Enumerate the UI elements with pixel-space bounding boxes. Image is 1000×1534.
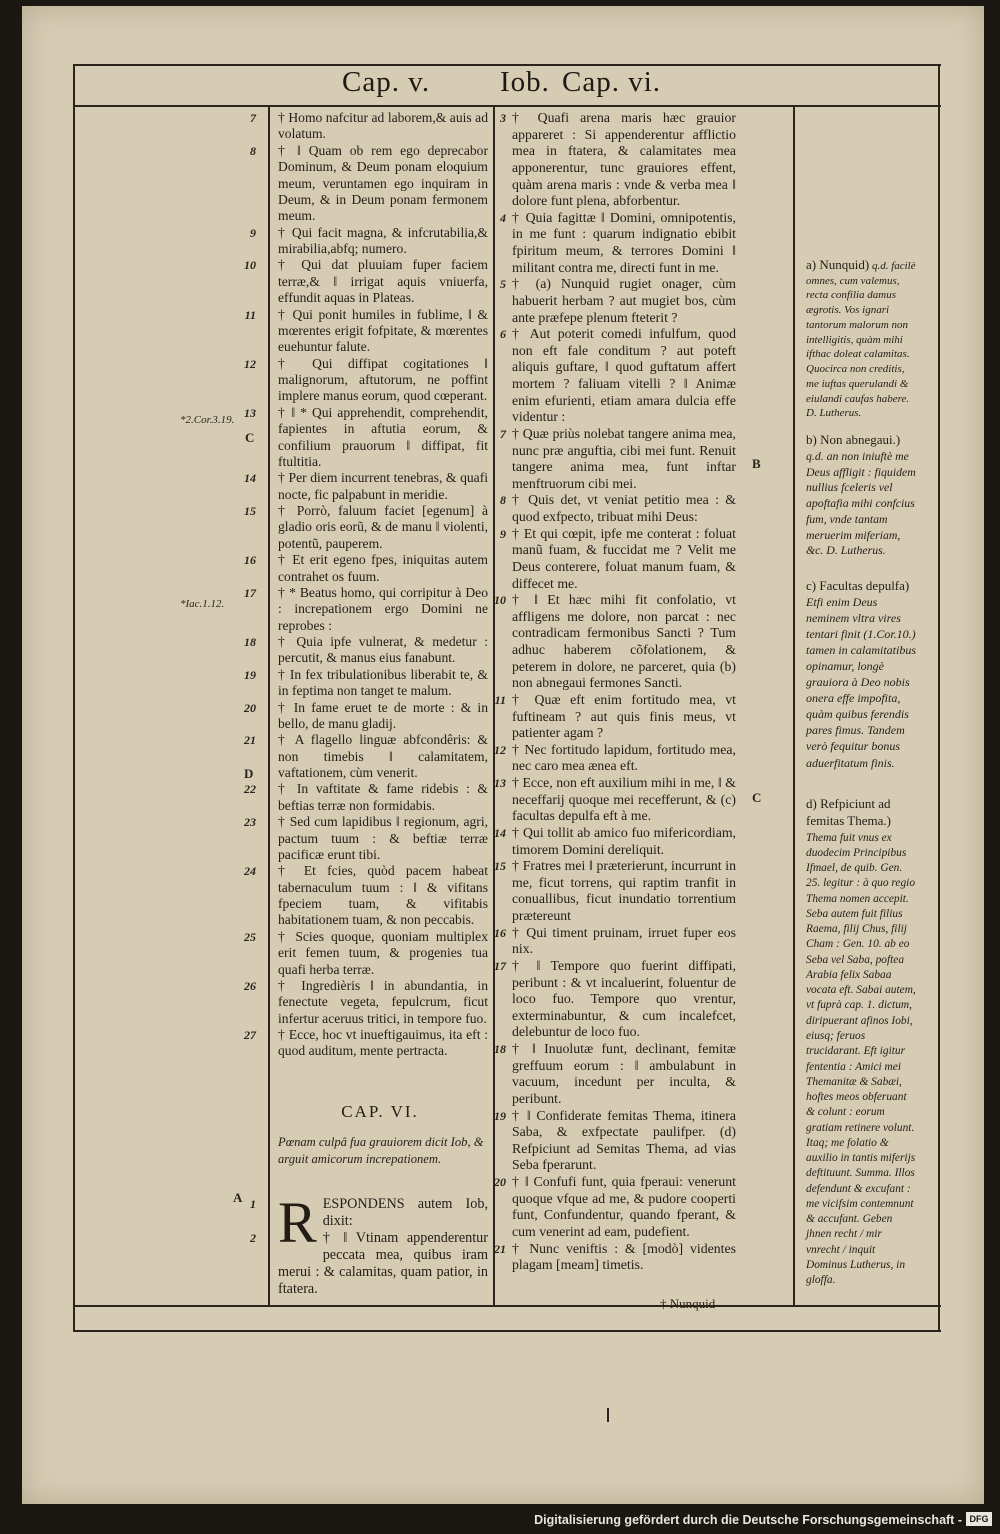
verse — [244, 781, 488, 814]
note-text: Etfi enim Deus neminem vltra vires tentari finit (1.Cor.10.) tamen in calamitatibus opinamur, longè grauiora à Deo nobis onera effe impofita, quàm quibus ferendis pares fimus. Tandem verò fequitur bonus aduerfitatum finis. — [806, 595, 916, 770]
note-b — [806, 432, 916, 559]
verse-text: † Qui tollit ab amico fuo mifericordiam, timorem Domini dereliquit. — [512, 824, 736, 857]
verse-text: † In fame eruet te de morte : & in bello, de manu gladij. — [278, 699, 488, 731]
verse-number: 14 — [494, 825, 506, 840]
verse-text: † Sed cum lapidibus ‖ regionum, agri, pactum tuum : & beftiæ terræ pacificæ erunt tibi. — [278, 814, 488, 862]
chapter-opening — [250, 1190, 488, 1299]
header-left: Cap. v. — [342, 66, 431, 98]
verse — [244, 699, 488, 733]
verse-text: † Aut poterit comedi infulfum, quod non eft fale conditum ? aut poteft aliquis guftare, ‖ quod guftatum affert mortem ? faliuam vitelli ? ‖ Animæ enim efurienti, etiam amara dulcia effe videntur : — [512, 326, 736, 425]
verse-text: † Et qui cœpit, ipfe me conterat : foluat manũ fuam, & fuccidat me ? Velit me Deus conterere, foluat manum fuam, & diffecet me. — [512, 525, 736, 591]
header-center: Iob. — [500, 66, 550, 98]
chapter-summary: Pœnam culpâ fua grauiorem dicit Iob, & arguit amicorum increpationem. — [278, 1135, 484, 1166]
verse-number: 6 — [500, 327, 506, 342]
verse-number: 7 — [250, 111, 256, 125]
verse-text: † ‖ Quam ob rem ego deprecabor Dominum, & Deum ponam eloquium meum, veruntamen ego inquiram in Deum, & in Deum ponam fermonem meum. — [278, 142, 488, 224]
verse-text: † Per diem incurrent tenebras, & quafi nocte, fic palpabunt in meridie. — [278, 470, 488, 502]
verse-text: † Ecce, non eft auxilium mihi in me, ‖ & neceffarij quoque mei recefferunt, & (c) facultas depulfa eft à me. — [512, 775, 736, 824]
column-rule-right — [793, 106, 795, 1306]
verse-text: † Qui diffipat cogitationes ‖ malignorum, aftutorum, ne poffint implere manus eorum, quod cœperant. — [278, 355, 488, 404]
verse-number: 8 — [500, 493, 506, 508]
verse-text: † Quia ipfe vulnerat, & medetur : percutit, & manus eius fanabunt. — [278, 634, 488, 666]
verse-number: 25 — [244, 929, 256, 944]
verse-text: † ‖ Et hæc mihi fit confolatio, vt affligens me dolore, non parcat : nec contradicam fermonibus Sancti ? Tum adhuc haberem cõfolationem, & peterem in dolore, ne parceret, quia (b) non abnegaui fermones Sancti. — [512, 592, 736, 691]
note-label: a) Nunquid) — [806, 257, 870, 272]
verse — [494, 957, 736, 1041]
verse-text: ESPONDENS autem Iob, dixit: — [322, 1196, 488, 1230]
verse-number: 9 — [500, 526, 506, 541]
verse — [494, 1107, 736, 1175]
verse-number: 13 — [494, 776, 506, 790]
verse — [244, 732, 488, 781]
note-text: q.d. facilè omnes, cum valemus, recta confilia damus ægrotis. Vos ignari tantorum malorum non intelligitis, quàm mihi ifthac doleat calamitas. Quocirca non creditis, me iuftas querulandi & eiulandi caufas habere. D. Lutherus. — [806, 260, 916, 420]
header-rule — [73, 105, 941, 107]
verse-number: 18 — [494, 1042, 506, 1056]
verse-text: † Quæ eft enim fortitudo mea, vt fuftineam ? aut quis finis meus, vt patienter agam ? — [512, 691, 736, 741]
bottom-rule-2 — [73, 1330, 941, 1332]
verse — [244, 928, 488, 978]
margin-letter: D — [244, 766, 254, 781]
verse-number: 11 — [244, 307, 256, 322]
verse-number: 12 — [494, 742, 506, 757]
verse-text: † Nunc veniftis : & [modò] videntes plagam [meam] timetis. — [512, 1240, 736, 1273]
verse-number: 4 — [500, 210, 506, 225]
verse-text: † A flagello linguæ abfcondêris: & non timebis ‖ calamitatem, vaftationem, cùm venerit. — [278, 732, 488, 780]
note-label: c) Facultas depulfa) — [806, 578, 910, 593]
verse — [494, 592, 736, 692]
note-d — [806, 796, 916, 1289]
verse — [494, 691, 736, 742]
margin-letter: A — [233, 1190, 243, 1205]
margin-letter: C — [752, 790, 762, 805]
note-a — [806, 258, 916, 421]
verse — [244, 814, 488, 863]
verse-number: 23 — [244, 815, 256, 830]
verse — [244, 355, 488, 405]
page-mark — [607, 1408, 609, 1422]
verse-text: † Homo nafcitur ad laborem,& auis ad volatum. — [278, 110, 488, 142]
verse-number: 15 — [494, 859, 506, 874]
verse — [500, 110, 736, 210]
middle-column-text — [494, 110, 736, 1274]
verse-text: † ‖ Tempore quo fuerint diffipati, peribunt : & vt incaluerint, foluentur de loco fuo. Tempore quo vrentur, exterminabuntur, & cum incalefcet, delebuntur de loco fuo. — [512, 957, 736, 1040]
verse-number: 22 — [244, 782, 256, 797]
verse-text: † Et fcies, quòd pacem habeat tabernaculum tuum : ‖ & vifitans fpeciem tuam, & vifitabis habitationem tuam, & non peccabis. — [278, 863, 488, 928]
verse — [244, 584, 488, 634]
verse-text: † In vaftitate & fame ridebis : & beftias terræ non formidabis. — [278, 781, 488, 813]
verse-number: 10 — [244, 258, 256, 273]
catchword: † Nunquid — [660, 1296, 716, 1311]
verse — [250, 1190, 488, 1255]
verse-text: † (a) Nunquid rugiet onager, cùm habuerit herbam ? aut mugiet bos, cùm ante præfepe plenum fteterit ? — [512, 276, 736, 325]
verse-number: 7 — [500, 426, 506, 441]
verse-number: 17 — [244, 585, 256, 600]
verse-text: † Quæ priùs nolebat tangere anima mea, nunc præ anguftia, cibi mei funt. Renuit tangere anima mea, funt inftar menftruorum cibi mei. — [512, 425, 736, 491]
verse-number: 14 — [244, 471, 256, 486]
verse — [500, 209, 736, 277]
verse — [244, 666, 488, 700]
verse — [244, 503, 488, 552]
verse-text: † Qui timent pruinam, irruet fuper eos nix. — [512, 924, 736, 957]
verse-number: 17 — [494, 958, 506, 973]
dfg-logo: DFG — [966, 1512, 992, 1526]
verse-number: 16 — [494, 925, 506, 940]
verse-text: † Quis det, vt veniat petitio mea : & quod exfpecto, tribuat mihi Deus: — [512, 492, 736, 524]
verse-number: 5 — [500, 277, 506, 292]
verse — [500, 425, 736, 493]
verse-number: 12 — [244, 356, 256, 371]
verse-number: 1 — [250, 1197, 256, 1211]
funding-credit: Digitalisierung gefördert durch die Deutsche Forschungsgemeinschaft - — [534, 1513, 962, 1527]
verse — [250, 1230, 488, 1298]
verse-text: † Qui dat pluuiam fuper faciem terræ,& ‖ irrigat aquis vniuerfa, effundit aquas in Plateas. — [278, 257, 488, 306]
verse-text: † Ingredièris ‖ in abundantia, in fenectute vegeta, fepulcrum, ficut infertur aceruus tritici, in tempore fuo. — [278, 977, 488, 1026]
verse-text: † ‖ Inuolutæ funt, declinant, femitæ greffuum eorum : ‖ ambulabunt in vacuum, incedunt per inculta, & peribunt. — [512, 1041, 736, 1106]
verse-text: † Quia fagittæ ‖ Domini, omnipotentis, in me funt : quarum indignatio ebibit fpiritum meum, & terrores Domini ‖ militant contra me, directi funt in me. — [512, 209, 736, 275]
right-frame-line — [938, 64, 940, 1332]
verse-text: † Qui facit magna, & infcrutabilia,& mirabilia,abfq; numero. — [278, 224, 488, 256]
verse-text: † In fex tribulationibus liberabit te, & in feptima non tanget te malum. — [278, 666, 488, 699]
verse-text: † ‖ Vtinam appenderentur peccata mea, quibus iram merui : & calamitas, quam patior, in ftatera. — [278, 1230, 488, 1298]
verse-text: † Qui ponit humiles in fublime, ‖ & mœrentes erigit fofpitate, & mœrentes euehuntur falute. — [278, 306, 488, 355]
verse-number: 11 — [494, 692, 506, 707]
verse-text: † ‖ Confufi funt, quia fperaui: venerunt quoque vfque ad me, & pudore cooperti funt, Confundentur, quando fperant, & cum venerint ad eam, pudefient. — [512, 1174, 736, 1239]
verse-text: † Et erit egeno fpes, iniquitas autem contrahet os fuum. — [278, 552, 488, 584]
verse-text: † * Beatus homo, qui corripitur à Deo : increpationem ergo Domini ne reprobes : — [278, 584, 488, 633]
verse-number: 20 — [244, 700, 256, 715]
verse-number: 18 — [244, 635, 256, 649]
verse — [494, 924, 736, 958]
verse — [494, 775, 736, 825]
verse — [500, 525, 736, 593]
note-label: d) Refpiciunt ad femitas Thema.) — [806, 796, 891, 829]
note-text: Thema fuit vnus ex duodecim Principibus Ifmael, de quib. Gen. 25. legitur : à quo regio Thema nomen accepit. Seba autem fuit filius Raema, filij Chus, filij Cham : Gen. 10. ab eo Seba vel Saba, poftea Arabia felix Sabaa vocata eft. Sabai autem, vt fuprà cap. 1. dictum, diripuerant afinos Iobi, eiusq; feruos trucidarant. Eft igitur fententia : Amici mei Themanitæ & Sabæi, hoftes meos obferuant & colunt : eorum gratiam retinere volunt. Itaq; me folatio & auxilio in tantis miferijs deftituunt. Summa. Illos defendunt & excufant : me vicifsim contemnunt & accufant. Geben jhnen recht / mir vnrecht / inquit Dominus Lutherus, in gloffa. — [806, 831, 916, 1287]
verse-number: 21 — [244, 733, 256, 748]
note-label: b) Non abnegaui.) — [806, 432, 901, 447]
verse-number: 19 — [494, 1108, 506, 1123]
verse-number: 10 — [494, 593, 506, 608]
verse-number: 8 — [250, 143, 256, 158]
digitization-footer — [0, 1504, 1000, 1534]
verse-number: 21 — [494, 1241, 506, 1256]
verse — [494, 1041, 736, 1108]
verse-number: 2 — [250, 1231, 256, 1246]
verse — [494, 824, 736, 858]
drop-cap: R — [278, 1190, 317, 1255]
verse — [244, 1027, 488, 1060]
verse-number: 19 — [244, 667, 256, 682]
verse — [250, 142, 488, 225]
verse-number: 24 — [244, 864, 256, 879]
note-text: q.d. an non iniuftè me Deus affligit : fiquidem nullius fceleris vel apoftafia mihi confcius fum, vnde tantam meruerim miferiam, &c. D. Lutherus. — [806, 448, 916, 558]
verse — [250, 224, 488, 258]
verse — [494, 1240, 736, 1274]
verse-text: † ‖ * Qui apprehendit, comprehendit, fapientes in aftutia eorum, & confilium prauorum ‖ diffipat, fit ftultitia. — [278, 404, 488, 469]
verse-text: † Porrò, faluum faciet [egenum] à gladio oris eorũ, & de manu ‖ violenti, potentũ, pauperem. — [278, 503, 488, 551]
bottom-rule — [73, 1305, 941, 1307]
verse-text: † Fratres mei ‖ præterierunt, incurrunt in me, ficut torrens, qui raptim tranfit in conuallibus, ficut inundatio torrentium prætereunt — [512, 858, 736, 923]
verse-text: † Scies quoque, quoniam multiplex erit femen tuum, & progenies tua quafi herba terræ. — [278, 928, 488, 977]
verse — [494, 741, 736, 775]
verse — [494, 858, 736, 925]
verse — [250, 110, 488, 143]
verse-number: 3 — [500, 111, 506, 125]
verse-text: † Quafi arena maris hæc grauior appareret : Si appenderentur afflictio mea in ftatera, & calamitates mea apponerentur, tunc grauiores effent, quàm arena maris : vnde & verba mea ‖ dolore funt plena, abforbentur. — [512, 110, 736, 209]
verse — [244, 306, 488, 356]
verse — [244, 257, 488, 306]
verse-number: 13 — [244, 405, 256, 420]
note-c — [806, 578, 916, 771]
verse — [244, 863, 488, 929]
verse — [500, 326, 736, 426]
verse — [494, 1174, 736, 1241]
verse — [244, 634, 488, 667]
margin-letter: B — [752, 456, 761, 471]
verse-number: 9 — [250, 225, 256, 240]
verse-number: 20 — [494, 1175, 506, 1189]
verse — [500, 276, 736, 326]
header-right: Cap. vi. — [562, 66, 662, 98]
verse-number: 26 — [244, 978, 256, 993]
verse — [244, 470, 488, 503]
verse-text: † Nec fortitudo lapidum, fortitudo mea, nec caro mea ænea eft. — [512, 741, 736, 774]
cross-reference: *Iac.1.12. — [180, 598, 225, 610]
verse — [500, 492, 736, 525]
verse — [244, 977, 488, 1027]
left-column-text — [244, 110, 488, 1060]
cross-reference: *2.Cor.3.19. — [180, 414, 235, 426]
verse-number: 16 — [244, 553, 256, 568]
margin-letter: C — [245, 430, 255, 445]
left-frame-line — [73, 64, 75, 1332]
verse-number: 27 — [244, 1028, 256, 1042]
verse-number: 15 — [244, 504, 256, 518]
verse-text: † Ecce, hoc vt inueftigauimus, ita eft : quod auditum, mente pertracta. — [278, 1027, 488, 1059]
verse — [244, 552, 488, 585]
column-rule-left — [268, 106, 270, 1306]
verse-text: † ‖ Confiderate femitas Thema, itinera Saba, & exfpectate paulifper. (d) Refpiciunt ad Semitas Thema, ad vias Seba fperarunt. — [512, 1107, 736, 1173]
chapter-heading: CAP. VI. — [341, 1102, 419, 1121]
verse — [244, 404, 488, 471]
